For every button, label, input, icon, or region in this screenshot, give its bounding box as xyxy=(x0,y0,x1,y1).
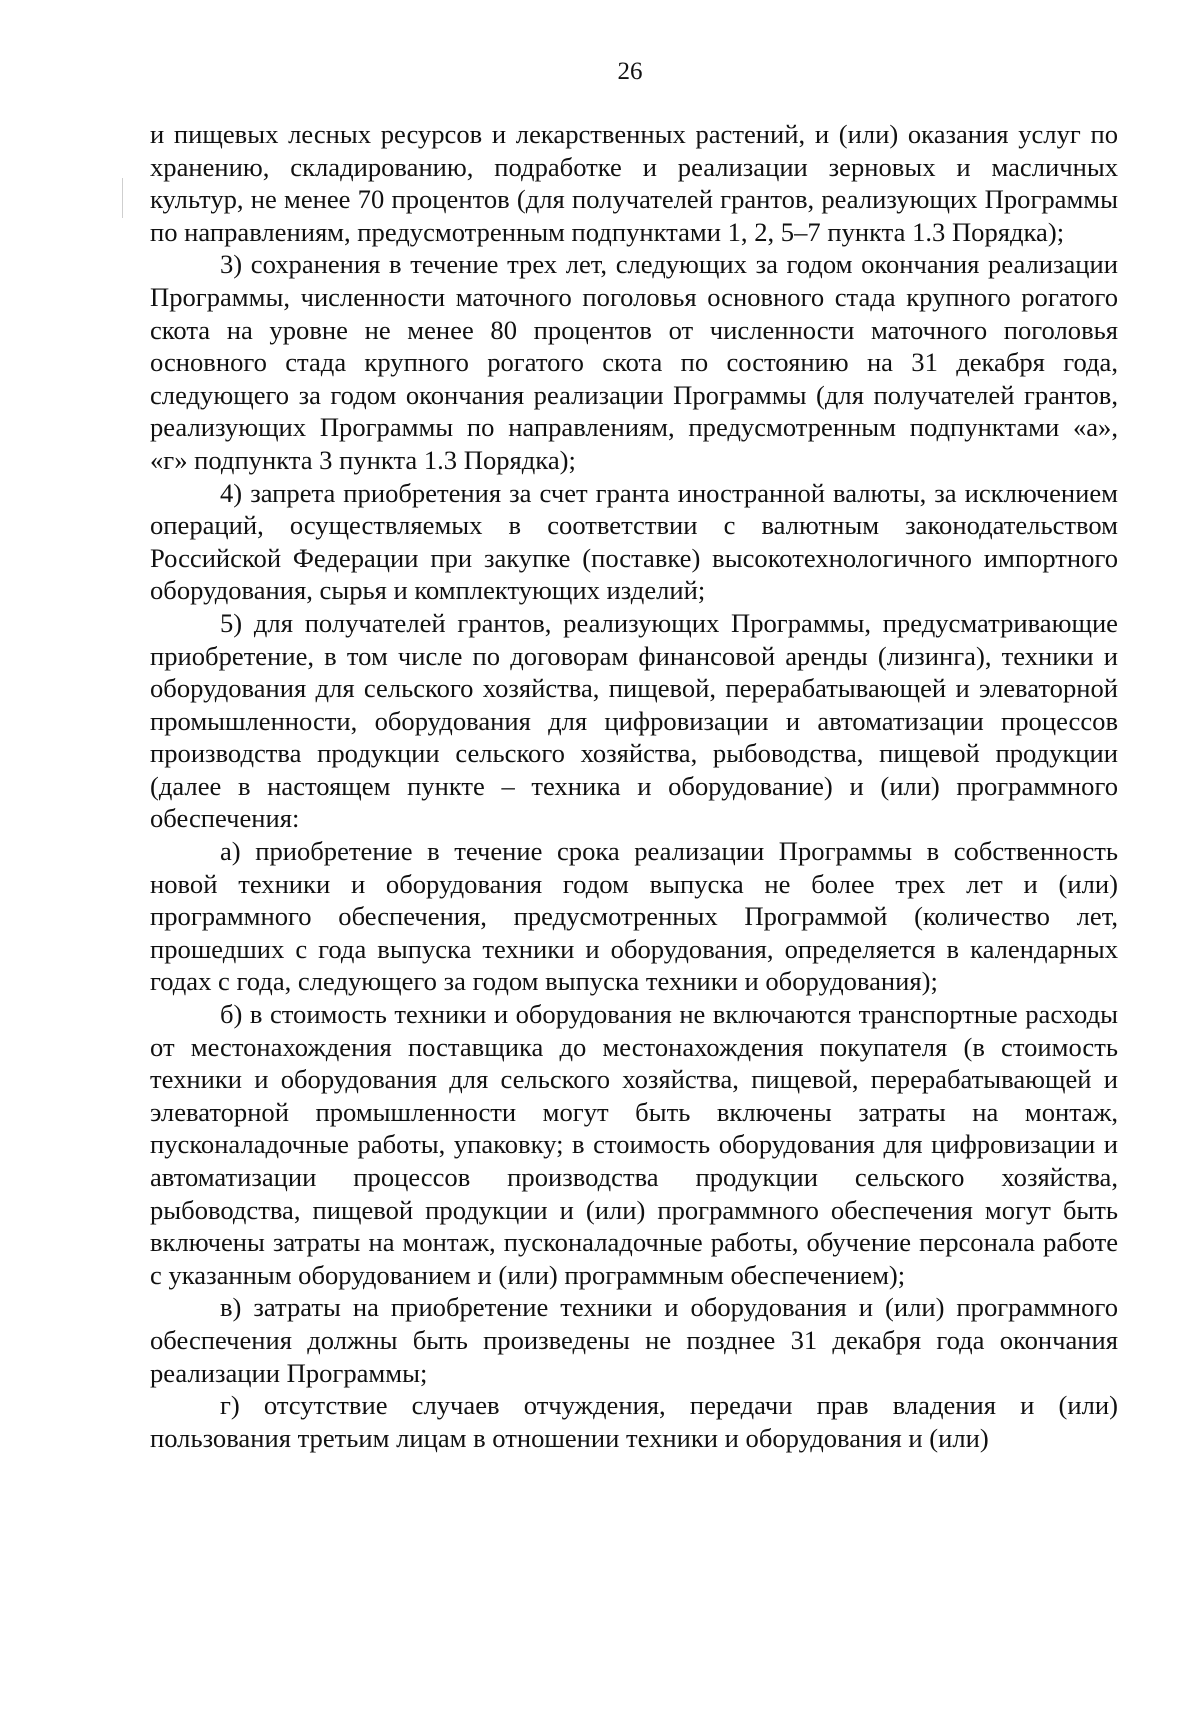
paragraph-subitem-b: б) в стоимость техники и оборудования не включаются транспортные расходы от местонахождения поставщика до местонахождения покупателя (в стоимость техники и оборудования для сельского хозяйства, пищевой, перерабатывающей и элеваторной промышленности могут быть включены затраты на монтаж, пусконаладочные работы, упаковку; в стоимость оборудования для цифровизации и автоматизации процессов производства продукции сельского хозяйства, рыбоводства, пищевой продукции и (или) программного обеспечения могут быть включены затраты на монтаж, пусконаладочные работы, обучение персонала работе с указанным оборудованием и (или) программным обеспечением); xyxy=(150,999,1118,1290)
document-body xyxy=(150,118,1118,1454)
paragraph-subitem-a: а) приобретение в течение срока реализации Программы в собственность новой техники и оборудования годом выпуска не более трех лет и (или) программного обеспечения, предусмотренных Программой (количество лет, прошедших с года выпуска техники и оборудования, определяется в календарных годах с года, следующего за годом выпуска техники и оборудования); xyxy=(150,836,1118,997)
paragraph-item-4: 4) запрета приобретения за счет гранта иностранной валюты, за исключением операций, осуществляемых в соответствии с валютным законодательством Российской Федерации при закупке (поставке) высокотехнологичного импортного оборудования, сырья и комплектующих изделий; xyxy=(150,477,1118,606)
paragraph-item-3: 3) сохранения в течение трех лет, следующих за годом окончания реализации Программы, численности маточного поголовья основного стада крупного рогатого скота на уровне не менее 80 процентов от численности маточного поголовья основного стада крупного рогатого скота по состоянию на 31 декабря года, следующего за годом окончания реализации Программы (для получателей грантов, реализующих Программы по направлениям, предусмотренным подпунктами «а», «г» подпункта 3 пункта 1.3 Порядка); xyxy=(150,249,1118,475)
paragraph-subitem-v: в) затраты на приобретение техники и оборудования и (или) программного обеспечения должны быть произведены не позднее 31 декабря года окончания реализации Программы; xyxy=(150,1292,1118,1388)
paragraph-item-5: 5) для получателей грантов, реализующих Программы, предусматривающие приобретение, в том числе по договорам финансовой аренды (лизинга), техники и оборудования для сельского хозяйства, пищевой, перерабатывающей и элеваторной промышленности, оборудования для цифровизации и автоматизации процессов производства продукции сельского хозяйства, рыбоводства, пищевой продукции (далее в настоящем пункте – техника и оборудование) и (или) программного обеспечения: xyxy=(150,607,1118,834)
paragraph-continuation: и пищевых лесных ресурсов и лекарственных растений, и (или) оказания услуг по хранению, складированию, подработке и реализации зерновых и масличных культур, не менее 70 процентов (для получателей грантов, реализующих Программы по направлениям, предусмотренным подпунктами 1, 2, 5–7 пункта 1.3 Порядка); xyxy=(150,119,1118,247)
paragraph-subitem-g: г) отсутствие случаев отчуждения, передачи прав владения и (или) пользования третьим лицам в отношении техники и оборудования и (или) xyxy=(150,1390,1118,1453)
scan-margin-mark xyxy=(122,178,123,218)
page-number: 26 xyxy=(617,58,643,85)
